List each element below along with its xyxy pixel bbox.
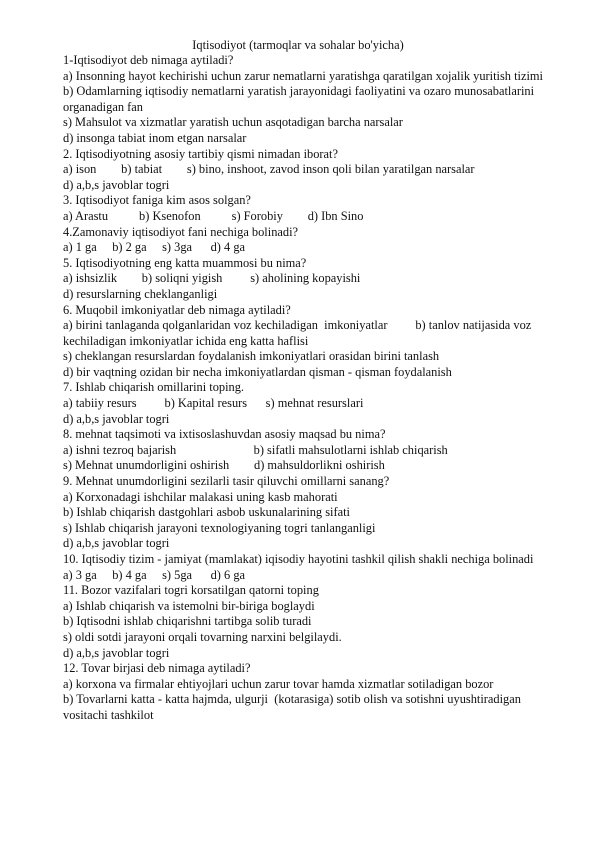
answer-option: a) korxona va firmalar ehtiyojlari uchun zarur tovar hamda xizmatlar sotiladigan bozor <box>63 676 494 691</box>
answer-option: d) a,b,s javoblar togri <box>63 645 170 660</box>
answer-option: b) Tovarlarni katta - katta hajmda, ulgurji (kotarasiga) sotib olish va sotishni uyushtiradigan vositachi tashkilot <box>63 692 525 722</box>
answer-option: d) a,b,s javoblar togri <box>63 536 170 551</box>
answer-option: s) Mehnat unumdorligini oshirish d) mahsuldorlikni oshirish <box>63 458 385 473</box>
answer-option: d) insonga tabiat inom etgan narsalar <box>63 130 247 145</box>
question-text: 7. Ishlab chiqarish omillarini toping. <box>63 380 245 395</box>
answer-option: s) Ishlab chiqarish jarayoni texnologiyaning togri tanlanganligi <box>63 520 376 535</box>
answer-option: a) 3 ga b) 4 ga s) 5ga d) 6 ga <box>63 567 246 582</box>
document-title: Iqtisodiyot (tarmoqlar va sohalar bo'yicha) <box>192 38 404 52</box>
question-text: 3. Iqtisodiyot faniga kim asos solgan? <box>63 193 251 208</box>
answer-option: a) Korxonadagi ishchilar malakasi uning kasb mahorati <box>63 489 338 504</box>
answer-option: a) ishsizlik b) soliqni yigish s) aholining kopayishi <box>63 271 361 286</box>
document-body <box>63 53 543 724</box>
answer-option: a) ishni tezroq bajarish b) sifatli mahsulotlarni ishlab chiqarish <box>63 442 448 457</box>
question-text: 4.Zamonaviy iqtisodiyot fani nechiga bolinadi? <box>63 224 299 239</box>
question-text: 2. Iqtisodiyotning asosiy tartibiy qismi nimadan iborat? <box>63 146 338 161</box>
answer-option: a) Arastu b) Ksenofon s) Forobiy d) Ibn Sino <box>63 208 364 223</box>
answer-option: b) Odamlarning iqtisodiy nematlarni yaratish jarayonidagi faoliyatini va ozaro munosabatlarini organadigan fan <box>63 84 538 114</box>
answer-option: d) resurslarning cheklanganligi <box>63 286 218 301</box>
question-text: 9. Mehnat unumdorligini sezilarli tasir qiluvchi omillarni sanang? <box>63 474 390 489</box>
answer-option: a) tabiiy resurs b) Kapital resurs s) mehnat resurslari <box>63 396 364 411</box>
answer-option: s) Mahsulot va xizmatlar yaratish uchun asqotadigan barcha narsalar <box>63 115 403 130</box>
answer-option: s) cheklangan resurslardan foydalanish imkoniyatlari orasidan birini tanlash <box>63 349 440 364</box>
answer-option: b) Ishlab chiqarish dastgohlari asbob uskunalarining sifati <box>63 505 350 520</box>
answer-option: d) a,b,s javoblar togri <box>63 177 170 192</box>
question-text: 12. Tovar birjasi deb nimaga aytiladi? <box>63 661 251 676</box>
question-text: 8. mehnat taqsimoti va ixtisoslashuvdan asosiy maqsad bu nima? <box>63 427 386 442</box>
question-text: 6. Muqobil imkoniyatlar deb nimaga aytiladi? <box>63 302 291 317</box>
answer-option: a) Insonning hayot kechirishi uchun zarur nematlarni yaratishga qaratilgan xojalik yuritish tizimi <box>63 68 543 83</box>
answer-option: a) ison b) tabiat s) bino, inshoot, zavod inson qoli bilan yaratilgan narsalar <box>63 162 475 177</box>
answer-option: d) bir vaqtning ozidan bir necha imkoniyatlardan qisman - qisman foydalanish <box>63 364 452 379</box>
answer-option: s) oldi sotdi jarayoni orqali tovarning narxini belgilaydi. <box>63 629 342 644</box>
answer-option: a) 1 ga b) 2 ga s) 3ga d) 4 ga <box>63 240 246 255</box>
question-text: 10. Iqtisodiy tizim - jamiyat (mamlakat) iqisodiy hayotini tashkil qilish shakli nechiga bolinadi <box>63 552 534 566</box>
question-text: 11. Bozor vazifalari togri korsatilgan qatorni toping <box>63 583 319 598</box>
answer-option: b) Iqtisodni ishlab chiqarishni tartibga solib turadi <box>63 614 312 629</box>
question-text: 5. Iqtisodiyotning eng katta muammosi bu nima? <box>63 255 307 270</box>
answer-option: d) a,b,s javoblar togri <box>63 411 170 426</box>
answer-option: a) birini tanlaganda qolganlaridan voz kechiladigan imkoniyatlar b) tanlov natijasida voz kechiladigan imkoniyatlar ichida eng katta haflisi <box>63 318 535 348</box>
question-text: 1-Iqtisodiyot deb nimaga aytiladi? <box>63 53 234 67</box>
answer-option: a) Ishlab chiqarish va istemolni bir-biriga boglaydi <box>63 598 315 613</box>
